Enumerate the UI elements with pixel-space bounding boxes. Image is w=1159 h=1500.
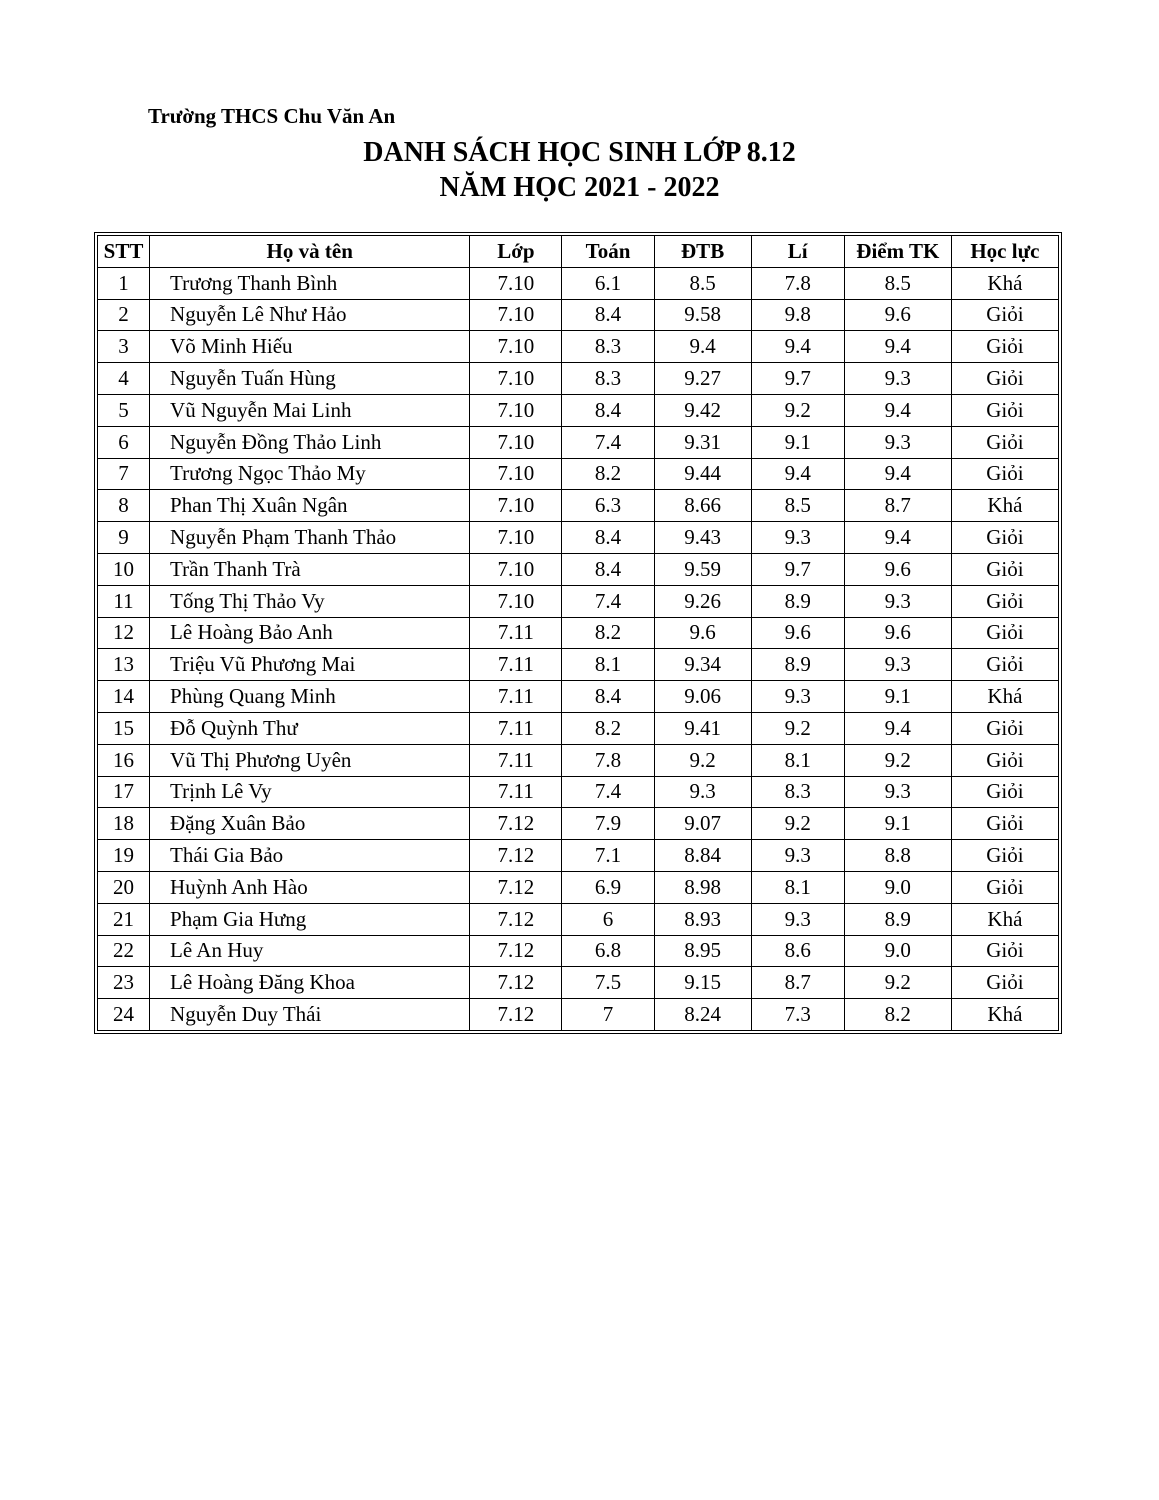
cell-math: 7.4: [562, 585, 654, 617]
cell-average: 9.2: [654, 744, 751, 776]
cell-physics: 9.8: [751, 299, 844, 331]
cell-class: 7.12: [470, 935, 562, 967]
cell-total-score: 8.5: [844, 267, 951, 299]
cell-total-score: 9.2: [844, 967, 951, 999]
cell-physics: 8.9: [751, 649, 844, 681]
column-header-rank: Học lực: [951, 236, 1058, 268]
cell-rank: Giỏi: [951, 394, 1058, 426]
cell-total-score: 9.4: [844, 331, 951, 363]
cell-class: 7.12: [470, 999, 562, 1031]
cell-total-score: 9.3: [844, 426, 951, 458]
cell-rank: Giỏi: [951, 776, 1058, 808]
cell-total-score: 9.2: [844, 744, 951, 776]
cell-name: Vũ Nguyễn Mai Linh: [150, 394, 470, 426]
cell-physics: 9.2: [751, 394, 844, 426]
cell-average: 8.98: [654, 871, 751, 903]
cell-average: 9.27: [654, 363, 751, 395]
cell-rank: Giỏi: [951, 712, 1058, 744]
cell-math: 7.4: [562, 426, 654, 458]
cell-rank: Khá: [951, 999, 1058, 1031]
table-row: [98, 776, 1059, 808]
table-row: [98, 871, 1059, 903]
cell-name: Trương Ngọc Thảo My: [150, 458, 470, 490]
cell-rank: Giỏi: [951, 458, 1058, 490]
cell-average: 8.5: [654, 267, 751, 299]
cell-math: 7.4: [562, 776, 654, 808]
cell-math: 7: [562, 999, 654, 1031]
cell-total-score: 9.6: [844, 553, 951, 585]
cell-class: 7.10: [470, 331, 562, 363]
cell-class: 7.10: [470, 363, 562, 395]
cell-name: Phan Thị Xuân Ngân: [150, 490, 470, 522]
cell-math: 8.1: [562, 649, 654, 681]
cell-physics: 9.7: [751, 363, 844, 395]
cell-stt: 6: [98, 426, 150, 458]
table-row: [98, 458, 1059, 490]
cell-math: 7.5: [562, 967, 654, 999]
cell-name: Nguyễn Duy Thái: [150, 999, 470, 1031]
cell-stt: 19: [98, 840, 150, 872]
table-row: [98, 712, 1059, 744]
cell-average: 9.26: [654, 585, 751, 617]
table-row: [98, 903, 1059, 935]
column-header-class: Lớp: [470, 236, 562, 268]
cell-physics: 9.2: [751, 808, 844, 840]
cell-average: 9.07: [654, 808, 751, 840]
cell-math: 8.4: [562, 681, 654, 713]
cell-physics: 8.5: [751, 490, 844, 522]
cell-math: 6.1: [562, 267, 654, 299]
cell-total-score: 8.9: [844, 903, 951, 935]
column-header-average: ĐTB: [654, 236, 751, 268]
cell-name: Lê An Huy: [150, 935, 470, 967]
cell-math: 8.4: [562, 522, 654, 554]
cell-name: Huỳnh Anh Hào: [150, 871, 470, 903]
cell-name: Đặng Xuân Bảo: [150, 808, 470, 840]
cell-name: Lê Hoàng Đăng Khoa: [150, 967, 470, 999]
table-row: [98, 681, 1059, 713]
cell-total-score: 9.6: [844, 617, 951, 649]
table-row: [98, 840, 1059, 872]
cell-physics: 8.6: [751, 935, 844, 967]
school-year-title: NĂM HỌC 2021 - 2022: [439, 172, 720, 203]
column-header-total-score: Điểm TK: [844, 236, 951, 268]
cell-stt: 24: [98, 999, 150, 1031]
column-header-physics: Lí: [751, 236, 844, 268]
cell-name: Nguyễn Lê Như Hảo: [150, 299, 470, 331]
table-row: [98, 553, 1059, 585]
cell-stt: 11: [98, 585, 150, 617]
cell-class: 7.10: [470, 267, 562, 299]
cell-stt: 22: [98, 935, 150, 967]
cell-stt: 8: [98, 490, 150, 522]
cell-total-score: 9.4: [844, 522, 951, 554]
cell-name: Nguyễn Đồng Thảo Linh: [150, 426, 470, 458]
cell-rank: Giỏi: [951, 426, 1058, 458]
cell-physics: 9.4: [751, 331, 844, 363]
cell-name: Tống Thị Thảo Vy: [150, 585, 470, 617]
cell-physics: 9.3: [751, 903, 844, 935]
cell-stt: 14: [98, 681, 150, 713]
cell-class: 7.11: [470, 776, 562, 808]
cell-name: Trương Thanh Bình: [150, 267, 470, 299]
cell-physics: 9.1: [751, 426, 844, 458]
column-header-math: Toán: [562, 236, 654, 268]
table-row: [98, 363, 1059, 395]
cell-rank: Giỏi: [951, 522, 1058, 554]
cell-average: 9.3: [654, 776, 751, 808]
cell-stt: 15: [98, 712, 150, 744]
table-row: [98, 331, 1059, 363]
cell-physics: 8.1: [751, 744, 844, 776]
cell-name: Nguyễn Tuấn Hùng: [150, 363, 470, 395]
cell-stt: 7: [98, 458, 150, 490]
cell-class: 7.11: [470, 744, 562, 776]
cell-total-score: 9.3: [844, 776, 951, 808]
cell-class: 7.12: [470, 903, 562, 935]
cell-physics: 7.8: [751, 267, 844, 299]
cell-average: 8.95: [654, 935, 751, 967]
cell-class: 7.10: [470, 299, 562, 331]
cell-total-score: 9.4: [844, 712, 951, 744]
cell-stt: 13: [98, 649, 150, 681]
table-row: [98, 744, 1059, 776]
table-row: [98, 585, 1059, 617]
cell-stt: 23: [98, 967, 150, 999]
cell-stt: 12: [98, 617, 150, 649]
cell-class: 7.12: [470, 871, 562, 903]
cell-stt: 17: [98, 776, 150, 808]
cell-class: 7.11: [470, 712, 562, 744]
cell-name: Phạm Gia Hưng: [150, 903, 470, 935]
student-table-frame: [94, 232, 1062, 1034]
cell-stt: 3: [98, 331, 150, 363]
cell-average: 9.6: [654, 617, 751, 649]
cell-stt: 21: [98, 903, 150, 935]
cell-class: 7.12: [470, 967, 562, 999]
table-header-row: [98, 236, 1059, 268]
cell-stt: 20: [98, 871, 150, 903]
cell-physics: 8.7: [751, 967, 844, 999]
cell-physics: 9.3: [751, 840, 844, 872]
cell-math: 6.9: [562, 871, 654, 903]
cell-total-score: 9.1: [844, 808, 951, 840]
cell-class: 7.12: [470, 840, 562, 872]
cell-average: 9.06: [654, 681, 751, 713]
cell-math: 8.2: [562, 458, 654, 490]
cell-physics: 8.1: [751, 871, 844, 903]
cell-total-score: 9.6: [844, 299, 951, 331]
cell-physics: 9.3: [751, 681, 844, 713]
cell-rank: Giỏi: [951, 585, 1058, 617]
cell-class: 7.10: [470, 585, 562, 617]
cell-stt: 2: [98, 299, 150, 331]
cell-rank: Khá: [951, 903, 1058, 935]
cell-average: 8.66: [654, 490, 751, 522]
cell-class: 7.10: [470, 458, 562, 490]
cell-stt: 9: [98, 522, 150, 554]
table-row: [98, 299, 1059, 331]
cell-math: 7.9: [562, 808, 654, 840]
cell-average: 9.31: [654, 426, 751, 458]
cell-class: 7.10: [470, 394, 562, 426]
cell-math: 6.3: [562, 490, 654, 522]
table-row: [98, 394, 1059, 426]
cell-stt: 5: [98, 394, 150, 426]
school-name: Trường THCS Chu Văn An: [148, 104, 396, 128]
cell-physics: 7.3: [751, 999, 844, 1031]
cell-average: 9.44: [654, 458, 751, 490]
cell-stt: 1: [98, 267, 150, 299]
cell-physics: 9.2: [751, 712, 844, 744]
cell-average: 9.41: [654, 712, 751, 744]
cell-class: 7.12: [470, 808, 562, 840]
cell-name: Phùng Quang Minh: [150, 681, 470, 713]
cell-class: 7.10: [470, 426, 562, 458]
table-row: [98, 490, 1059, 522]
cell-stt: 18: [98, 808, 150, 840]
cell-class: 7.11: [470, 617, 562, 649]
cell-name: Trần Thanh Trà: [150, 553, 470, 585]
cell-rank: Giỏi: [951, 299, 1058, 331]
cell-total-score: 9.0: [844, 871, 951, 903]
cell-total-score: 9.1: [844, 681, 951, 713]
cell-rank: Giỏi: [951, 871, 1058, 903]
cell-rank: Giỏi: [951, 935, 1058, 967]
cell-total-score: 9.4: [844, 394, 951, 426]
table-row: [98, 649, 1059, 681]
cell-physics: 9.6: [751, 617, 844, 649]
cell-math: 6: [562, 903, 654, 935]
cell-total-score: 8.8: [844, 840, 951, 872]
cell-math: 7.1: [562, 840, 654, 872]
cell-math: 7.8: [562, 744, 654, 776]
cell-average: 9.58: [654, 299, 751, 331]
cell-average: 9.15: [654, 967, 751, 999]
cell-average: 9.43: [654, 522, 751, 554]
table-row: [98, 808, 1059, 840]
cell-math: 8.4: [562, 553, 654, 585]
cell-rank: Giỏi: [951, 967, 1058, 999]
cell-total-score: 9.3: [844, 649, 951, 681]
cell-physics: 8.3: [751, 776, 844, 808]
cell-average: 9.42: [654, 394, 751, 426]
table-row: [98, 267, 1059, 299]
cell-class: 7.11: [470, 649, 562, 681]
document-title: DANH SÁCH HỌC SINH LỚP 8.12: [363, 137, 796, 168]
cell-name: Nguyễn Phạm Thanh Thảo: [150, 522, 470, 554]
cell-average: 9.59: [654, 553, 751, 585]
cell-rank: Giỏi: [951, 840, 1058, 872]
cell-stt: 16: [98, 744, 150, 776]
cell-rank: Khá: [951, 681, 1058, 713]
cell-average: 8.24: [654, 999, 751, 1031]
cell-name: Lê Hoàng Bảo Anh: [150, 617, 470, 649]
cell-total-score: 9.3: [844, 585, 951, 617]
cell-class: 7.10: [470, 553, 562, 585]
cell-math: 6.8: [562, 935, 654, 967]
cell-name: Trịnh Lê Vy: [150, 776, 470, 808]
cell-math: 8.4: [562, 394, 654, 426]
cell-rank: Giỏi: [951, 363, 1058, 395]
cell-class: 7.11: [470, 681, 562, 713]
cell-total-score: 8.2: [844, 999, 951, 1031]
student-table: [97, 235, 1059, 1031]
cell-rank: Giỏi: [951, 617, 1058, 649]
column-header-name: Họ và tên: [150, 236, 470, 268]
cell-math: 8.3: [562, 331, 654, 363]
cell-stt: 10: [98, 553, 150, 585]
cell-class: 7.10: [470, 490, 562, 522]
table-row: [98, 617, 1059, 649]
cell-physics: 9.3: [751, 522, 844, 554]
cell-average: 9.34: [654, 649, 751, 681]
cell-average: 9.4: [654, 331, 751, 363]
cell-average: 8.93: [654, 903, 751, 935]
cell-total-score: 9.0: [844, 935, 951, 967]
cell-name: Triệu Vũ Phương Mai: [150, 649, 470, 681]
cell-physics: 9.7: [751, 553, 844, 585]
table-row: [98, 935, 1059, 967]
cell-physics: 9.4: [751, 458, 844, 490]
cell-rank: Giỏi: [951, 808, 1058, 840]
table-row: [98, 967, 1059, 999]
cell-math: 8.2: [562, 712, 654, 744]
cell-name: Vũ Thị Phương Uyên: [150, 744, 470, 776]
table-row: [98, 426, 1059, 458]
cell-math: 8.2: [562, 617, 654, 649]
cell-total-score: 9.4: [844, 458, 951, 490]
cell-math: 8.4: [562, 299, 654, 331]
cell-total-score: 9.3: [844, 363, 951, 395]
cell-rank: Giỏi: [951, 553, 1058, 585]
cell-name: Đỗ Quỳnh Thư: [150, 712, 470, 744]
cell-rank: Giỏi: [951, 649, 1058, 681]
cell-rank: Giỏi: [951, 744, 1058, 776]
cell-rank: Giỏi: [951, 331, 1058, 363]
cell-name: Thái Gia Bảo: [150, 840, 470, 872]
cell-physics: 8.9: [751, 585, 844, 617]
cell-class: 7.10: [470, 522, 562, 554]
table-row: [98, 522, 1059, 554]
cell-rank: Khá: [951, 490, 1058, 522]
table-body: [98, 267, 1059, 1030]
cell-rank: Khá: [951, 267, 1058, 299]
cell-name: Võ Minh Hiếu: [150, 331, 470, 363]
cell-stt: 4: [98, 363, 150, 395]
cell-total-score: 8.7: [844, 490, 951, 522]
table-row: [98, 999, 1059, 1031]
cell-math: 8.3: [562, 363, 654, 395]
cell-average: 8.84: [654, 840, 751, 872]
column-header-stt: STT: [98, 236, 150, 268]
